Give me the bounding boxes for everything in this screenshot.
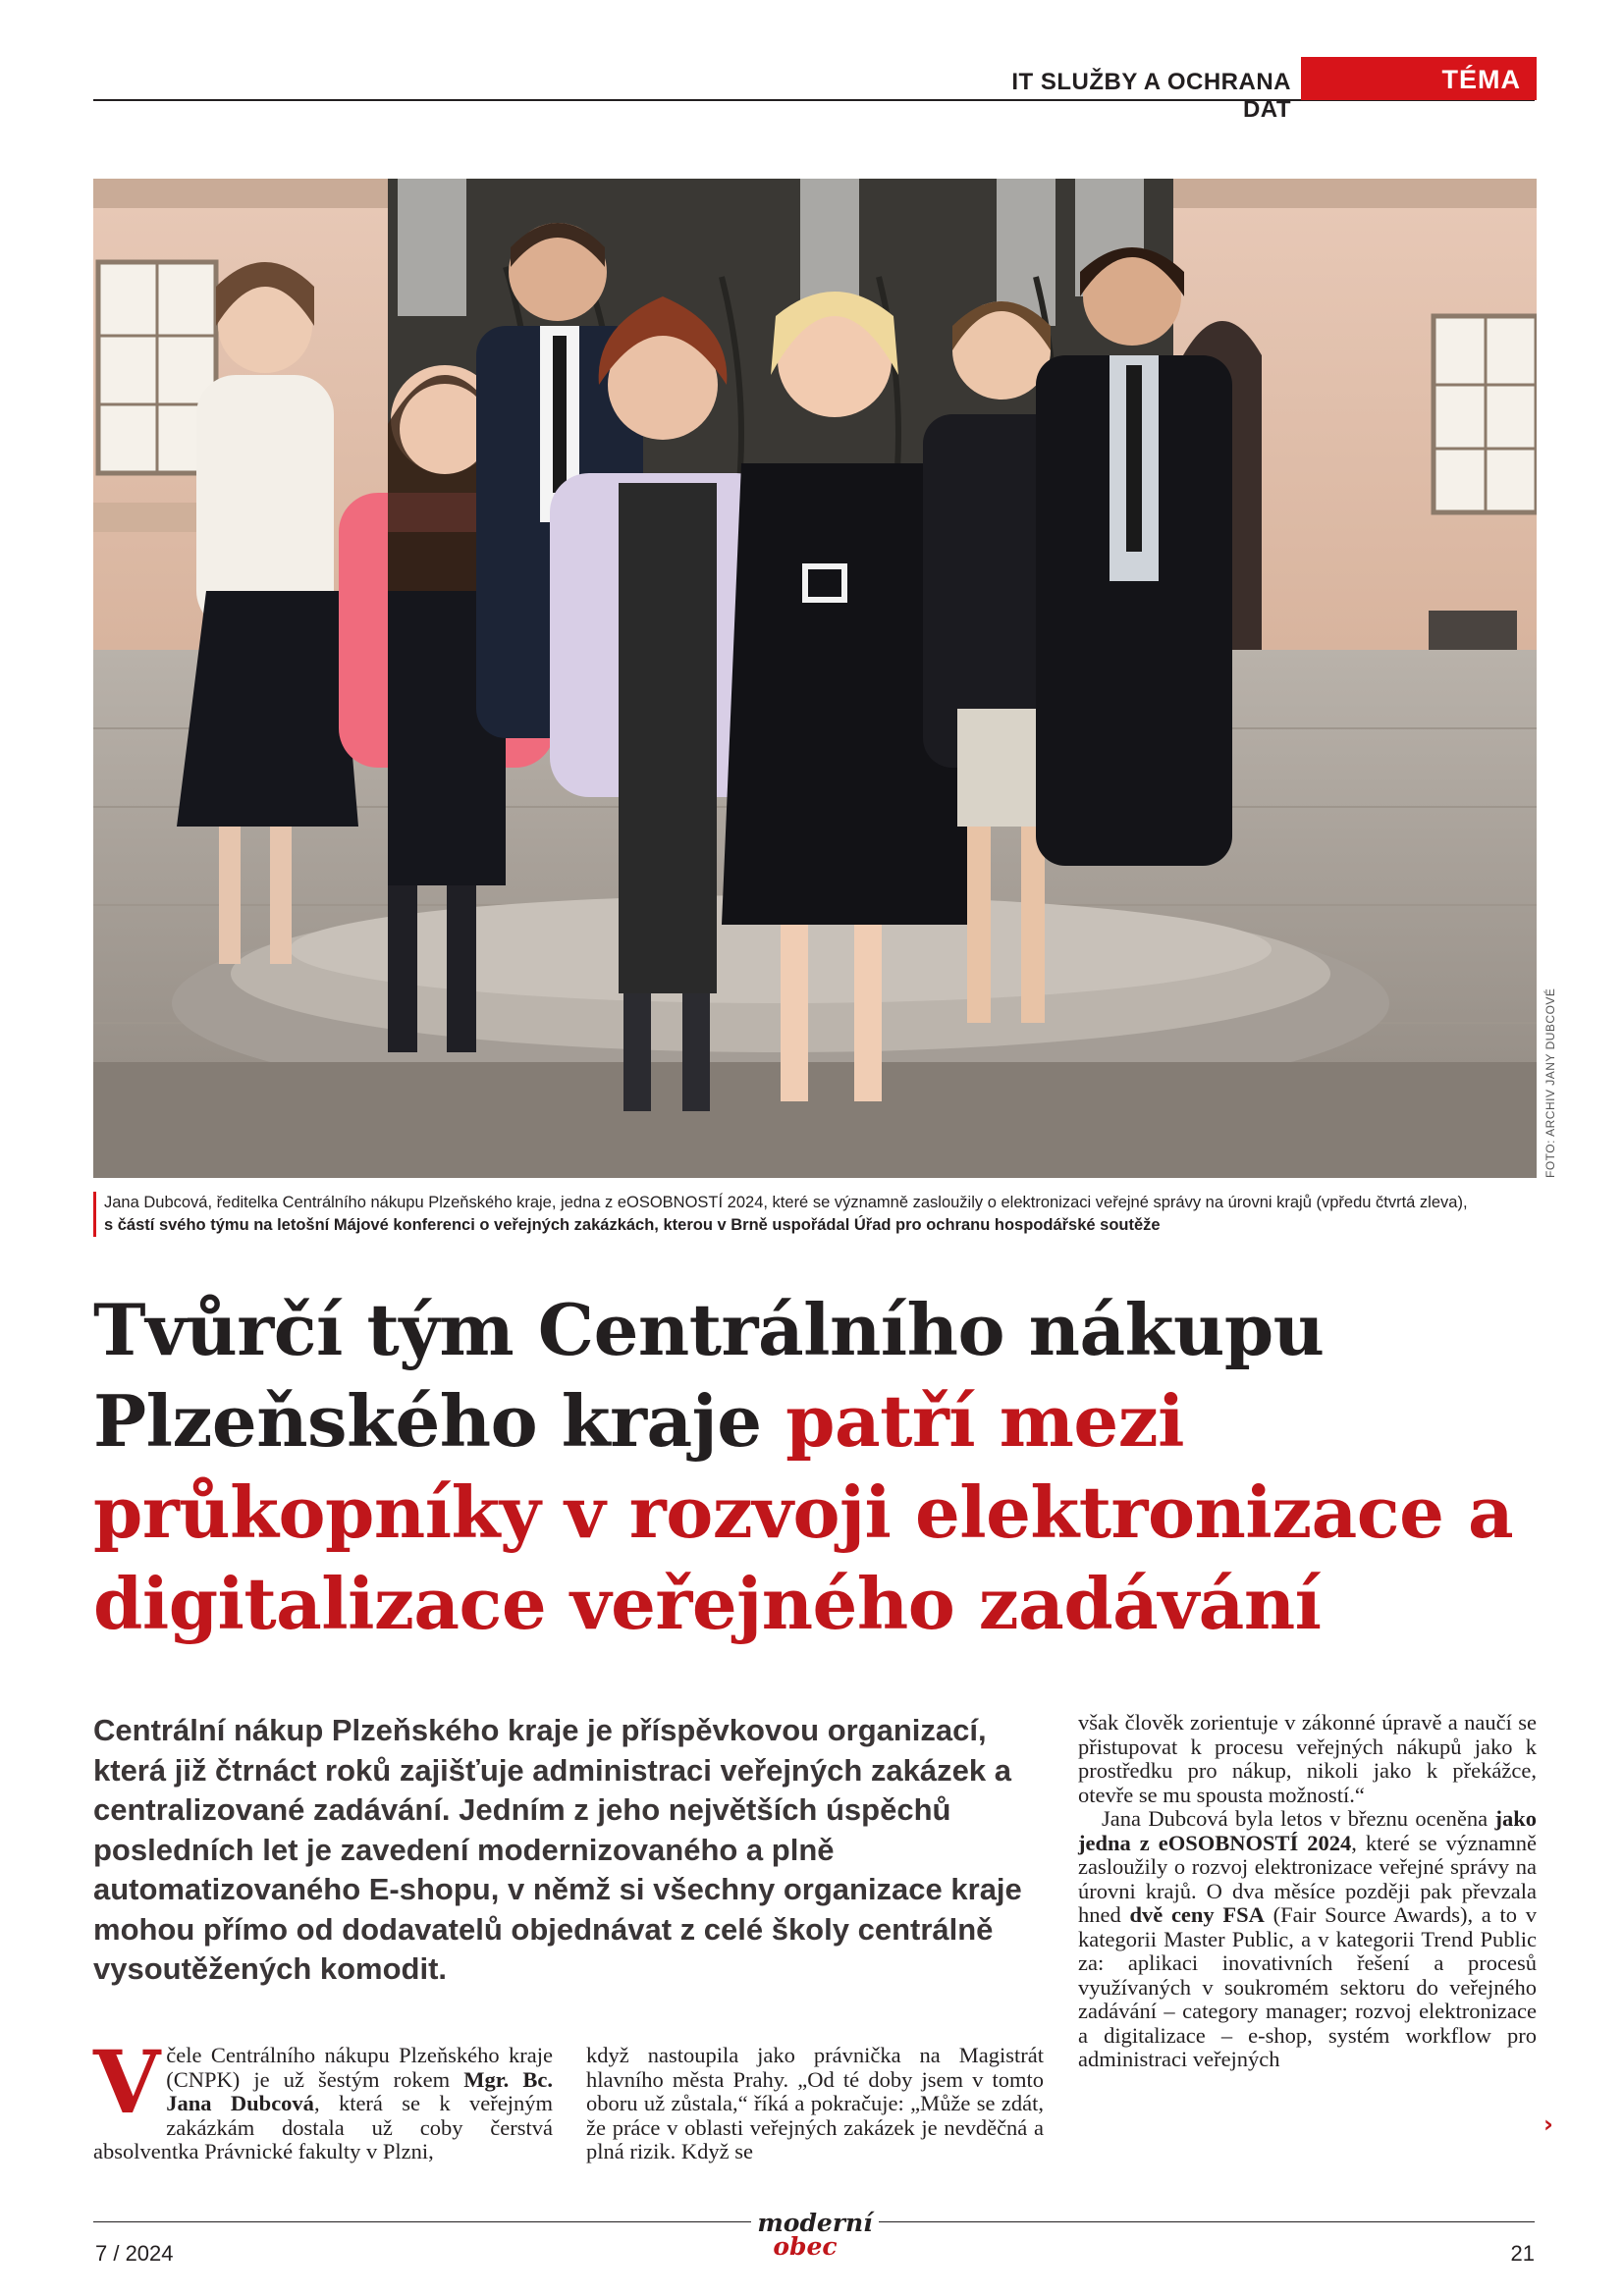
photo-caption — [93, 1192, 1537, 1237]
section-title: IT SLUŽBY A OCHRANA DAT — [1011, 69, 1291, 123]
photo-credit: FOTO: ARCHIV JANY DUBCOVÉ — [1543, 988, 1557, 1178]
col3-p2-text-c: (Fair Source Awards), a to v kategorii Master Public, a v kategorii Trend Public za: aplikaci inovativních řešení a procesů využívaných v soukromém sektoru do veřejného zadávání – category manager; rozvoj elektronizace a digitalizace – e-shop, systém workflow pro administraci veřejných — [1078, 1902, 1537, 2071]
continue-arrow-icon: › — [1543, 2110, 1553, 2138]
col3-paragraph-1: však člověk zorientuje v zákonné úpravě a naučí se přistupovat k procesu veřejných nákupů jako k prostředku pro nákup, nikoli jako k překážce, otevře se mu spousta možností.“ — [1078, 1710, 1537, 1807]
issue-number: 7 / 2024 — [95, 2241, 174, 2266]
col3-p2-bold-b: dvě ceny FSA — [1129, 1902, 1265, 1927]
caption-line-2: s částí svého týmu na letošní Májové konferenci o veřejných zakázkách, kterou v Brně uspořádal Úřad pro ochranu hospodářské soutěže — [104, 1216, 1161, 1234]
page-number: 21 — [1510, 2241, 1535, 2266]
col3-paragraph-2 — [1078, 1807, 1537, 2072]
drop-cap: V — [93, 2031, 161, 2133]
headline-black: Tvůrčí tým Centrálního nákupu Plzeňského kraje — [93, 1288, 1325, 1463]
team-photo — [93, 179, 1537, 1178]
col1-name-bold: Mgr. Bc. Jana Dubcová — [166, 2066, 554, 2115]
logo-word-moderni: moderní — [757, 2209, 873, 2237]
col1-text-1: čele Centrálního nákupu Plzeňského kraje (CNPK) je už šestým rokem — [166, 2043, 553, 2092]
section-tag: TÉMA — [1301, 57, 1537, 100]
col3-p2-text-b: , které se významně zasloužily o rozvoj elektronizace veřejné správy na úrovni krajů. O dva měsíce později pak převzala hned — [1078, 1830, 1538, 1927]
col1-text-2: , která se k veřejným zakázkám dostala už coby čerstvá absolventka Právnické fakulty v Plzni, — [93, 2091, 553, 2163]
col3-p2-text-a: Jana Dubcová byla letos v březnu oceněna — [1102, 1806, 1495, 1831]
body-column-1 — [93, 2031, 554, 2164]
logo-word-obec: obec — [773, 2232, 838, 2261]
magazine-logo — [751, 2211, 879, 2262]
caption-line-1: Jana Dubcová, ředitelka Centrálního nákupu Plzeňského kraje, jedna z eOSOBNOSTÍ 2024, které se významně zasloužily o elektronizaci veřejné správy na úrovni krajů (vpředu čtvrtá zleva), — [104, 1194, 1468, 1211]
col3-p2-bold-a: jako jedna z eOSOBNOSTÍ 2024 — [1078, 1806, 1537, 1855]
headline-red: patří mezi průkopníky v rozvoji elektronizace a digitalizace veřejného zadávání — [93, 1379, 1514, 1645]
body-column-3 — [1078, 1711, 1537, 2072]
body-column-2: když nastoupila jako právnička na Magistrát hlavního města Prahy. „Od té doby jsem v tomto oboru už zůstala,“ říká a pokračuje: „Může se zdát, že práce v oblasti veřejných zakázek je nevděčná a plná rizik. Když se — [586, 2043, 1044, 2163]
article-headline — [93, 1284, 1546, 1649]
article-lead: Centrální nákup Plzeňského kraje je příspěvkovou organizací, která již čtrnáct roků zajišťuje administraci veřejných zakázek a centralizované zadávání. Jedním z jeho největších úspěchů posledních let je zavedení modernizovaného a plně automatizovaného E-shopu, v němž si všechny organizace kraje mohou přímo od dodavatelů objednávat z celé školy centrálně vysoutěžených komodit. — [93, 1713, 1022, 1986]
